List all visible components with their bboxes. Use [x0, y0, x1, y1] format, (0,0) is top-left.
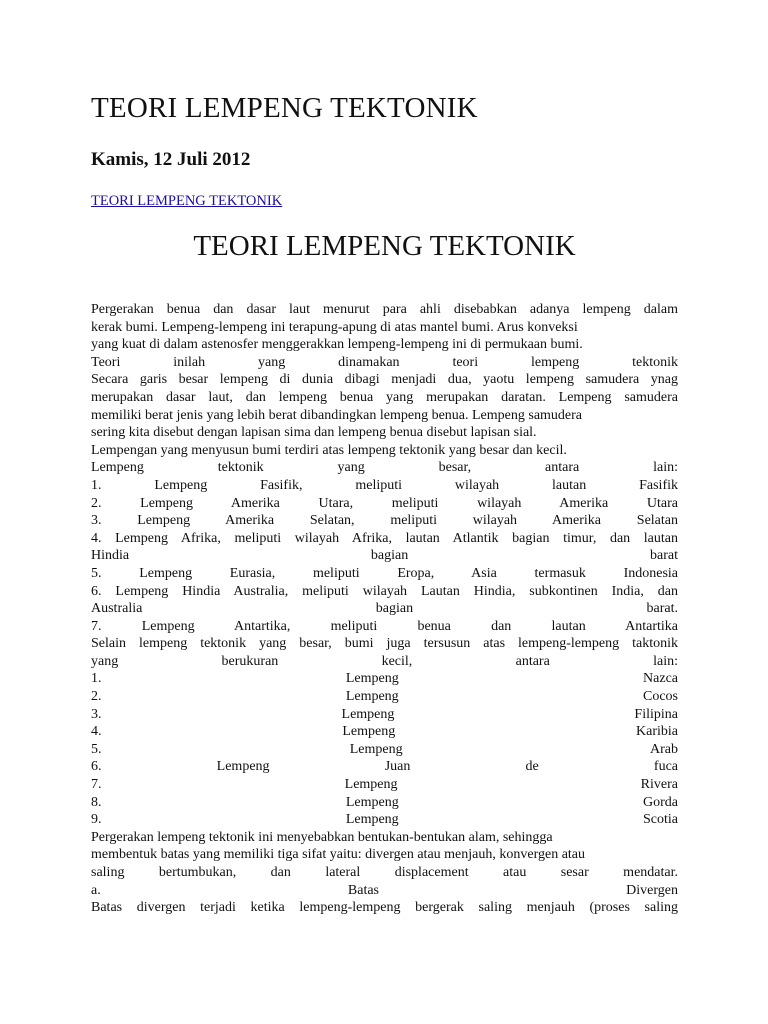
body-text-line: 4. Lempeng Karibia	[91, 724, 678, 740]
body-text-line: 2. Lempeng Cocos	[91, 689, 678, 705]
body-text-line: 3. Lempeng Amerika Selatan, meliputi wilayah Amerika Selatan	[91, 513, 678, 529]
body-text-line: 6. Lempeng Hindia Australia, meliputi wilayah Lautan Hindia, subkontinen India, dan	[91, 583, 678, 599]
body-text-line: memiliki berat jenis yang lebih berat dibandingkan lempeng benua. Lempeng samudera	[91, 407, 583, 423]
blog-title: TEORI LEMPENG TEKTONIK	[91, 92, 478, 124]
article-title: TEORI LEMPENG TEKTONIK	[193, 230, 576, 262]
body-text-line: membentuk batas yang memiliki tiga sifat yaitu: divergen atau menjauh, konvergen atau	[91, 847, 586, 863]
body-text-line: Hindia bagian barat	[91, 548, 678, 564]
body-text-line: Pergerakan lempeng tektonik ini menyebabkan bentukan-bentukan alam, sehingga	[91, 829, 553, 845]
body-text-line: Lempengan yang menyusun bumi terdiri atas lempeng tektonik yang besar dan kecil.	[91, 442, 567, 458]
body-text-line: 5. Lempeng Eurasia, meliputi Eropa, Asia termasuk Indonesia	[91, 565, 678, 581]
body-text-line: kerak bumi. Lempeng-lempeng ini terapung-apung di atas mantel bumi. Arus konveksi	[91, 319, 578, 335]
body-text-line: 7. Lempeng Antartika, meliputi benua dan lautan Antartika	[91, 618, 678, 634]
body-text-line: 3. Lempeng Filipina	[91, 706, 678, 722]
body-text-line: 1. Lempeng Nazca	[91, 671, 678, 687]
body-text-line: Batas divergen terjadi ketika lempeng-lempeng bergerak saling menjauh (proses saling	[91, 900, 678, 916]
body-text-line: 6. Lempeng Juan de fuca	[91, 759, 678, 775]
body-text-line: Secara garis besar lempeng di dunia dibagi menjadi dua, yaotu lempeng samudera ynag	[91, 372, 678, 388]
body-text-line: 2. Lempeng Amerika Utara, meliputi wilayah Amerika Utara	[91, 495, 678, 511]
body-text-line: a. Batas Divergen	[91, 882, 678, 898]
body-text-line: Selain lempeng tektonik yang besar, bumi juga tersusun atas lempeng-lempeng taktonik	[91, 636, 678, 652]
body-text-line: saling bertumbukan, dan lateral displacement atau sesar mendatar.	[91, 865, 678, 880]
body-text-line: yang kuat di dalam astenosfer menggerakkan lempeng-lempeng ini di permukaan bumi.	[91, 337, 583, 353]
body-text-line: 1. Lempeng Fasifik, meliputi wilayah lautan Fasifik	[91, 477, 678, 493]
body-text-line: Lempeng tektonik yang besar, antara lain:	[91, 460, 678, 476]
body-text-line: 5. Lempeng Arab	[91, 741, 678, 757]
body-text-line: 9. Lempeng Scotia	[91, 812, 678, 828]
post-title-link[interactable]: TEORI LEMPENG TEKTONIK	[91, 193, 283, 209]
body-text-line: Teori inilah yang dinamakan teori lempeng tektonik	[91, 354, 678, 370]
body-text-line: merupakan dasar laut, dan lempeng benua yang merupakan daratan. Lempeng samudera	[91, 389, 678, 405]
body-text-line: Pergerakan benua dan dasar laut menurut para ahli disebabkan adanya lempeng dalam	[91, 302, 678, 317]
body-text-line: sering kita disebut dengan lapisan sima dan lempeng benua disebut lapisan sial.	[91, 425, 537, 441]
body-text-line: Australia bagian barat.	[91, 601, 678, 617]
body-text-line: 7. Lempeng Rivera	[91, 777, 678, 793]
body-text-line: yang berukuran kecil, antara lain:	[91, 653, 678, 669]
article-body	[91, 301, 678, 917]
post-date: Kamis, 12 Juli 2012	[91, 149, 251, 170]
body-text-line: 4. Lempeng Afrika, meliputi wilayah Afrika, lautan Atlantik bagian timur, dan lautan	[91, 530, 678, 546]
body-text-line: 8. Lempeng Gorda	[91, 794, 678, 810]
